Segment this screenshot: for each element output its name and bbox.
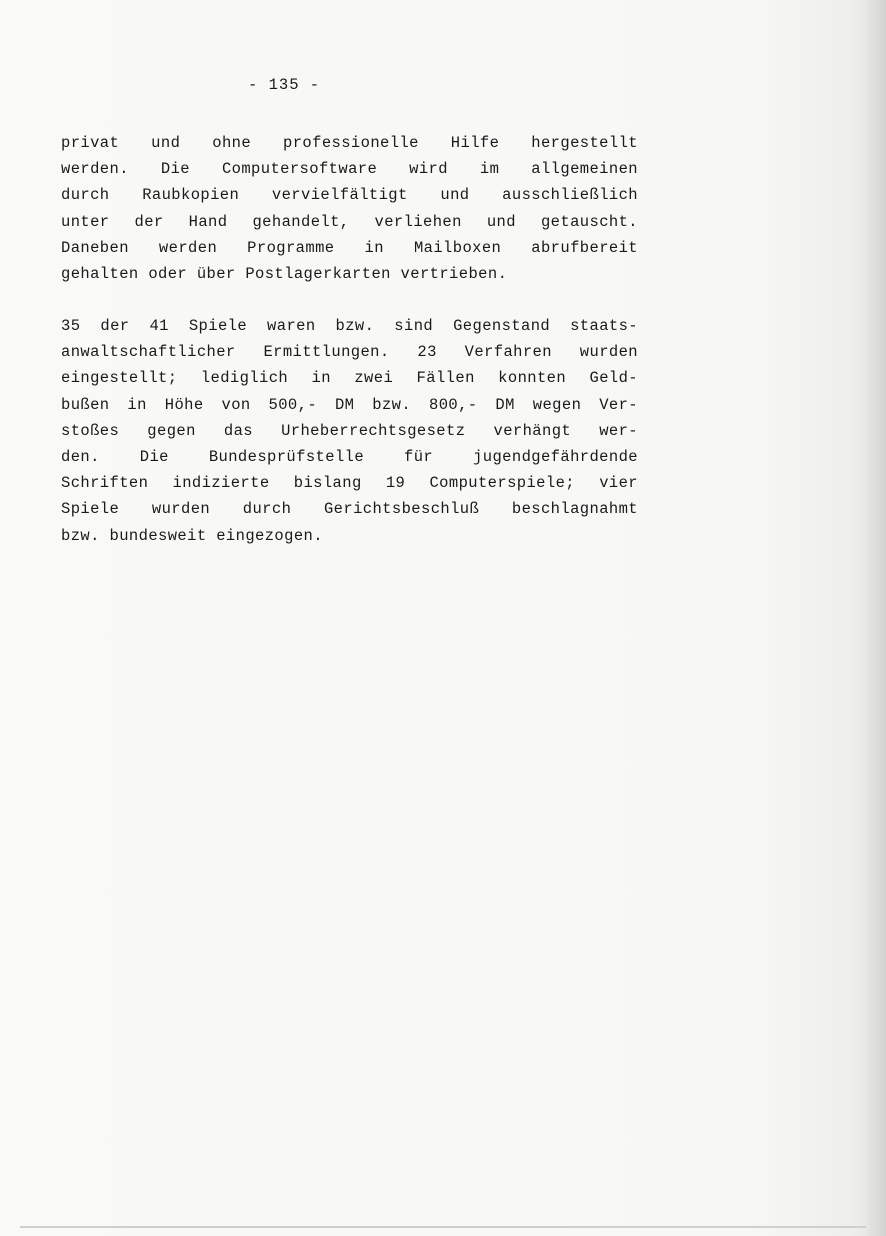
page-edge-shadow [864,0,886,1236]
text-line: stoßes gegen das Urheberrechtsgesetz verhängt wer- [61,421,638,440]
paragraph-1 [61,130,638,287]
page-number: - 135 - [248,76,321,94]
text-line: werden. Die Computersoftware wird im allgemeinen [61,160,638,179]
text-line: unter der Hand gehandelt, verliehen und getauscht. [61,212,638,231]
text-line: bußen in Höhe von 500,- DM bzw. 800,- DM wegen Ver- [61,395,638,414]
text-line: anwaltschaftlicher Ermittlungen. 23 Verfahren wurden [61,343,638,362]
text-line: eingestellt; lediglich in zwei Fällen konnten Geld- [61,369,638,388]
page-bottom-edge [20,1226,866,1228]
text-line: privat und ohne professionelle Hilfe hergestellt [61,134,638,152]
text-line: 35 der 41 Spiele waren bzw. sind Gegenstand staats- [61,317,638,335]
text-line: den. Die Bundesprüfstelle für jugendgefährdende [61,447,638,466]
text-line: Daneben werden Programme in Mailboxen abrufbereit [61,238,638,257]
text-line: Spiele wurden durch Gerichtsbeschluß beschlagnahmt [61,500,638,519]
paragraph-2 [61,313,638,549]
text-line: durch Raubkopien vervielfältigt und ausschließlich [61,186,638,205]
text-line: bzw. bundesweit eingezogen. [61,526,323,545]
text-line: gehalten oder über Postlagerkarten vertrieben. [61,264,508,283]
text-line: Schriften indizierte bislang 19 Computerspiele; vier [61,474,638,493]
